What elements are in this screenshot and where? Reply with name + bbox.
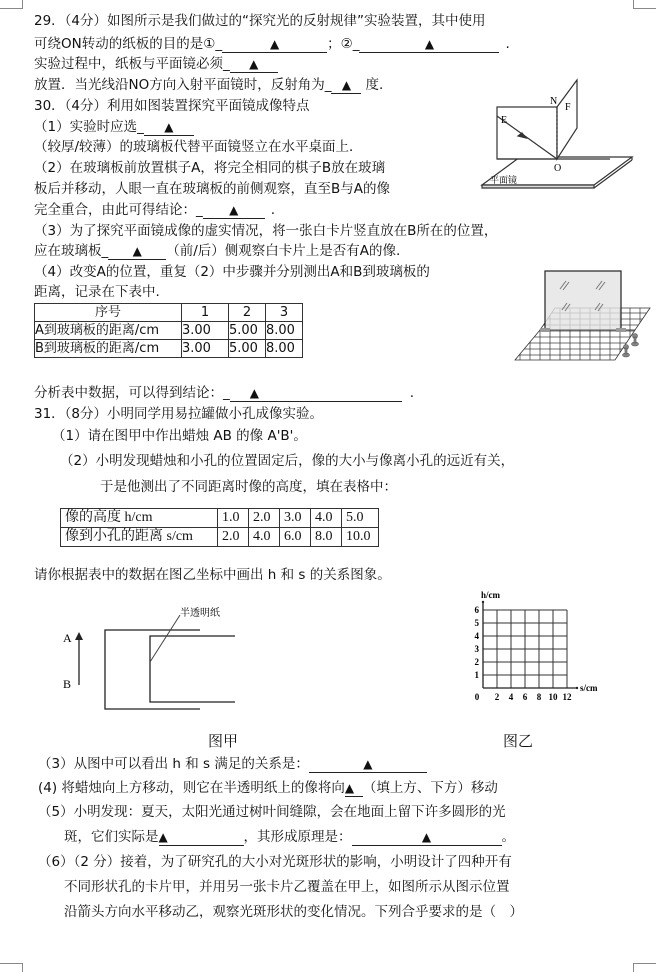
- table-cell: 4.0: [249, 528, 280, 547]
- page-corner-mark: [0, 963, 23, 972]
- q30-answer-blank-3[interactable]: [108, 243, 166, 260]
- y-tick-label: 4: [474, 631, 479, 641]
- x-axis-arrow-icon: [576, 687, 578, 689]
- q31-p6-line3: 沿箭头方向水平移动乙，观察光斑形状的变化情况。下列合乎要求的是（ ）: [64, 904, 523, 920]
- q31-answer-blank-3[interactable]: [309, 756, 427, 773]
- q30-title: 30．（4分）利用如图装置探究平面镜成像特点: [34, 98, 310, 114]
- q30-p2-line1: （2）在玻璃板前放置棋子A，将完全相同的棋子B放在玻璃: [34, 160, 386, 176]
- q31-p5-line2-text: ，其形成原理是：: [243, 829, 352, 845]
- q30-p4-line2: 距离，记录在下表中.: [34, 284, 160, 300]
- page-corner-mark: [633, 963, 656, 972]
- figure-caption-yi: 图乙: [503, 732, 534, 750]
- q30-answer-blank-4[interactable]: [230, 385, 402, 402]
- q30-answer-blank-1[interactable]: [144, 119, 194, 136]
- table-header-cell: 3: [266, 304, 303, 322]
- q30-distance-table: [34, 303, 303, 358]
- table-cell: 8.0: [311, 528, 342, 547]
- q29-answer-blank-3[interactable]: [230, 56, 278, 73]
- x-tick-label: 4: [508, 692, 514, 702]
- q29-answer-blank-1[interactable]: [222, 36, 327, 53]
- answer-marker-icon: ▲: [158, 830, 168, 844]
- table-cell: 5.0: [342, 509, 379, 528]
- q29-line3-text: 实验过程中，纸板与平面镜必须: [34, 56, 223, 72]
- table-cell: 8.00: [266, 340, 303, 358]
- q31-answer-blank-5b[interactable]: [352, 829, 502, 846]
- table-cell: A到玻璃板的距离/cm: [35, 322, 182, 340]
- translucent-paper-label: 半透明纸: [180, 608, 220, 619]
- q31-p5-line2: [64, 828, 515, 846]
- y-axis-arrow-icon: [482, 601, 484, 603]
- y-axis-label: h/cm: [481, 590, 500, 600]
- answer-marker-icon: ▲: [363, 757, 373, 771]
- table-cell: 4.0: [311, 509, 342, 528]
- q30-p2-line3-text: .: [270, 202, 276, 218]
- q30-p2-line3-text: 完全重合，由此可得结论：: [34, 202, 196, 218]
- table-row: [61, 528, 379, 547]
- q30-p4-line1: （4）改变A的位置，重复（2）中步骤并分别测出A和B到玻璃板的: [34, 264, 430, 280]
- table-cell: B到玻璃板的距离/cm: [35, 340, 182, 358]
- label-n: N: [550, 96, 558, 107]
- y-tick-label: 1: [474, 670, 479, 680]
- paper-label-leader: [150, 615, 180, 662]
- table-cell: 5.00: [229, 340, 266, 358]
- table-row: [35, 322, 303, 340]
- answer-marker-icon: ▲: [249, 57, 259, 71]
- answer-marker-icon: ▲: [132, 244, 142, 258]
- q29-line4: 放置．当光线沿NO方向入射平面镜时，反射角为_ ▲ 度.: [34, 77, 384, 93]
- q31-answer-blank-4[interactable]: [345, 780, 363, 797]
- q30-p3-line2: 应在玻璃板_ ▲ （前/后）侧观察白卡片上是否有A的像.: [34, 243, 401, 259]
- x-tick-label: 10: [548, 692, 558, 702]
- answer-marker-icon: ▲: [229, 203, 239, 217]
- table-row: [35, 340, 303, 358]
- table-cell: 10.0: [342, 528, 379, 547]
- table-cell: 3.00: [182, 322, 229, 340]
- table-header-row: [35, 304, 303, 322]
- q29-line4-text: 放置．当光线沿NO方向入射平面镜时，反射角为: [34, 77, 325, 93]
- glass-plate-grid-figure: [500, 265, 650, 360]
- q30-p3-line2-text: 应在玻璃板: [34, 243, 102, 259]
- answer-marker-icon: ▲: [269, 37, 280, 51]
- table-header-cell: 1: [182, 304, 229, 322]
- q31-p4-text: (4) 将蜡烛向上方移动，则它在半透明纸上的像将向: [38, 780, 345, 796]
- q31-answer-blank-5a[interactable]: [159, 829, 244, 846]
- reflection-apparatus-figure: [460, 80, 640, 200]
- candle-label-a: A: [63, 631, 72, 645]
- table-header-cell: 序号: [35, 304, 182, 322]
- q30-p2-line2: 板后并移动，人眼一直在玻璃板的前侧观察，直至B与A的像: [34, 181, 390, 197]
- answer-marker-icon: ▲: [341, 78, 352, 92]
- x-tick-label: 2: [494, 692, 500, 702]
- candle-arrow: [75, 632, 83, 685]
- answer-marker-icon: ▲: [249, 386, 259, 400]
- q31-p6-line1: （6）（2 分）接着，为了研究孔的大小对光斑形状的影响，小明设计了四种开有: [38, 854, 512, 870]
- q31-p5-line2-text: 斑，它们实际是: [64, 829, 159, 845]
- q30-p1-line2: （较厚/较薄）的玻璃板代替平面镜竖立在水平桌面上．: [34, 139, 363, 155]
- q31-p2-line2: 于是他测出了不同距离时像的高度，填在表格中：: [100, 479, 397, 495]
- table-header-cell: 2: [229, 304, 266, 322]
- q31-height-distance-table: [60, 508, 379, 547]
- table-cell: 2.0: [249, 509, 280, 528]
- x-tick-label: 6: [522, 692, 528, 702]
- x-axis-label: s/cm: [580, 683, 598, 693]
- answer-marker-icon: ▲: [424, 37, 435, 51]
- table-cell: 3.00: [182, 340, 229, 358]
- label-f: F: [565, 102, 571, 113]
- y-tick-label: 5: [474, 618, 479, 628]
- table-cell: 3.0: [280, 509, 311, 528]
- page-corner-mark: [0, 0, 23, 9]
- q31-p5-line1: （5）小明发现：夏天，太阳光通过树叶间缝隙，会在地面上留下许多圆形的光: [38, 804, 506, 820]
- table-cell: 5.00: [229, 322, 266, 340]
- answer-marker-icon: ▲: [421, 830, 432, 844]
- q29-answer-blank-4[interactable]: [331, 77, 361, 94]
- table-row: [61, 509, 379, 528]
- q29-line1: 29．（4分）如图所示是我们做过的“探究光的反射规律”实验装置，其中使用: [34, 13, 486, 29]
- table-cell: 像到小孔的距离 s/cm: [61, 528, 218, 547]
- q29-answer-blank-2[interactable]: [359, 36, 499, 53]
- table-cell: 1.0: [218, 509, 249, 528]
- q31-p3-text: （3）从图中可以看出 h 和 s 满足的关系是：: [38, 756, 309, 772]
- label-o: O: [554, 163, 562, 174]
- q29-line2: 可绕ON转动的纸板的目的是①_ ▲ ；②_ ▲ .: [34, 36, 510, 52]
- q31-p4-text: （填上方、下方）移动: [362, 780, 498, 796]
- table-cell: 8.00: [266, 322, 303, 340]
- answer-marker-icon: ▲: [164, 120, 174, 134]
- can-outline: [105, 630, 235, 709]
- q30-p1-text: （1）实验时应选: [34, 119, 138, 135]
- q30-conclusion-text: 分析表中数据，可以得到结论：: [34, 385, 223, 401]
- q31-p2-line1: （2）小明发现蜡烛和小孔的位置固定后，像的大小与像离小孔的远近有关，: [60, 453, 515, 469]
- q31-p3: [38, 755, 427, 773]
- q30-conclusion: 分析表中数据，可以得到结论：_ ▲ .: [34, 385, 415, 401]
- q30-p3-line2-text: （前/后）侧观察白卡片上是否有A的像.: [166, 243, 401, 259]
- q30-p2-line3: 完全重合，由此可得结论：_ ▲ .: [34, 202, 276, 218]
- q31-p4: [38, 779, 498, 797]
- y-tick-label: 2: [474, 657, 479, 667]
- page-corner-mark: [633, 0, 656, 9]
- table-cell: 2.0: [218, 528, 249, 547]
- q31-instruction: 请你根据表中的数据在图乙坐标中画出 h 和 s 的关系图象。: [34, 567, 391, 583]
- y-tick-label: 3: [474, 644, 479, 654]
- answer-marker-icon: ▲: [344, 781, 355, 795]
- q29-line2-text: .: [505, 36, 510, 52]
- q29-line2-text: 可绕ON转动的纸板的目的是①: [34, 36, 216, 52]
- q30-p3-line1: （3）为了探究平面镜成像的虚实情况，将一张白卡片竖直放在B所在的位置，: [34, 223, 498, 239]
- q31-p6-line2: 不同形状孔的卡片甲，并用另一张卡片乙覆盖在甲上，如图所示从图示位置: [64, 879, 510, 895]
- h-s-coordinate-chart: [455, 585, 625, 710]
- label-e: E: [501, 115, 508, 126]
- q29-line2-text: ；②: [327, 36, 353, 52]
- candle-label-b: B: [63, 677, 72, 691]
- q29-line3: 实验过程中，纸板与平面镜必须_ ▲: [34, 55, 278, 73]
- q30-p1: （1）实验时应选_ ▲: [34, 118, 194, 136]
- q31-p1: （1）请在图甲中作出蜡烛 AB 的像 A'B'。: [52, 428, 307, 444]
- q31-p5-line2-text: 。: [501, 829, 515, 845]
- q30-conclusion-text: .: [409, 385, 415, 401]
- x-tick-label: 12: [562, 692, 572, 702]
- figure-caption-jia: 图甲: [208, 732, 239, 750]
- q29-line4-text: 度.: [365, 77, 384, 93]
- x-tick-label: 0: [474, 692, 480, 702]
- table-cell: 6.0: [280, 528, 311, 547]
- q30-answer-blank-2[interactable]: [203, 202, 265, 219]
- pinhole-camera-figure: [55, 600, 285, 700]
- table-cell: 像的高度 h/cm: [61, 509, 218, 528]
- x-tick-label: 8: [536, 692, 542, 702]
- mirror-label: 平面镜: [490, 176, 518, 186]
- q31-title: 31．（8分）小明同学用易拉罐做小孔成像实验。: [34, 406, 324, 422]
- y-tick-label: 6: [474, 605, 479, 615]
